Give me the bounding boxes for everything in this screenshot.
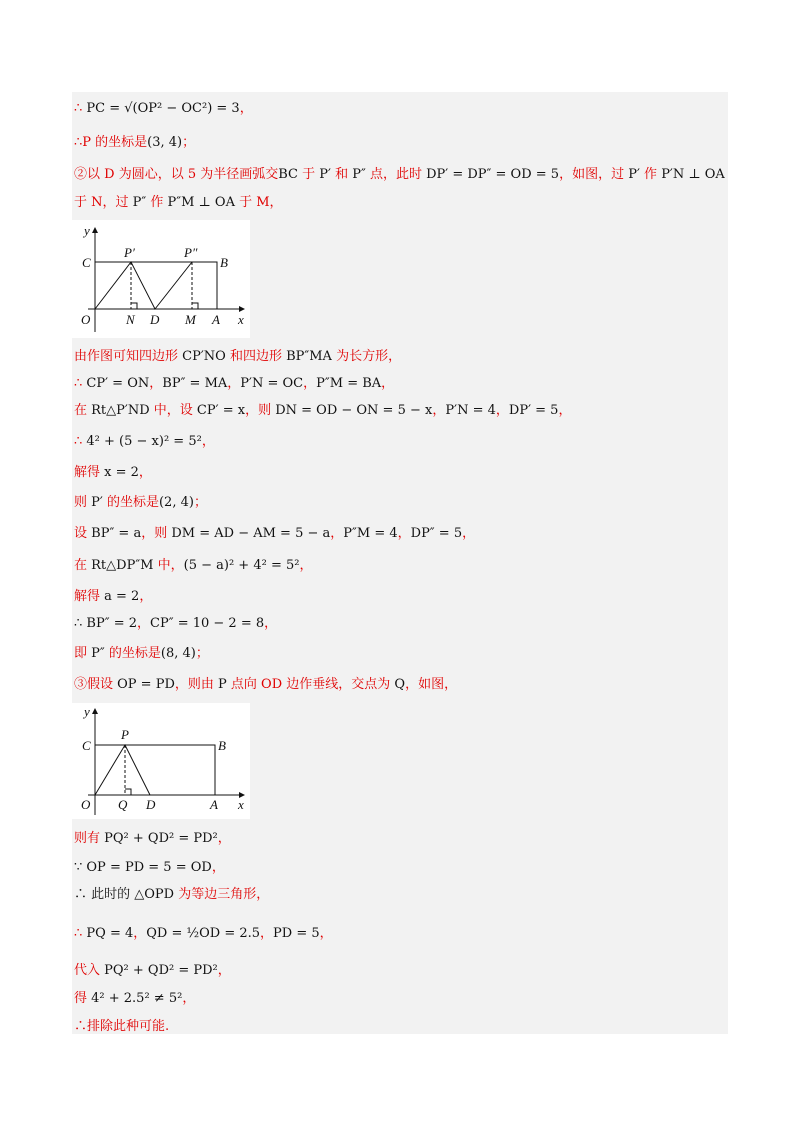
line-5 xyxy=(74,348,401,366)
text-segment: QD = ½OD = 2.5 xyxy=(146,926,261,941)
text-segment: Rt△P′ND xyxy=(91,403,150,418)
line-22 xyxy=(74,990,195,1008)
text-segment: DP′ = DP″ = OD = 5 xyxy=(426,167,560,182)
text-segment: ， xyxy=(239,101,253,116)
label-a: A xyxy=(210,797,218,812)
line-11 xyxy=(74,525,475,543)
label-p-double-prime: P″ xyxy=(184,245,198,260)
text-segment: 为等边三角形， xyxy=(174,887,270,902)
text-segment: P′N ⊥ OA xyxy=(661,167,725,182)
text-segment: PD = 5 xyxy=(273,926,320,941)
text-segment: a = 2 xyxy=(104,589,140,604)
text-segment: OP = PD xyxy=(117,677,175,692)
line-7 xyxy=(74,402,571,420)
label-a: A xyxy=(212,312,220,327)
text-segment: P″M = 4 xyxy=(343,526,398,541)
text-segment: P′ xyxy=(91,495,103,510)
text-segment: PQ² + QD² = PD² xyxy=(104,831,218,846)
text-segment: ∴排除此种可能. xyxy=(74,1019,170,1034)
text-segment: ，如图，过 xyxy=(559,167,629,182)
line-13 xyxy=(74,588,152,606)
line-9 xyxy=(74,464,152,482)
line-19 xyxy=(74,886,269,904)
text-segment: BP″MA xyxy=(286,349,332,364)
text-segment: DN = OD − ON = 5 − x xyxy=(275,403,433,418)
label-c: C xyxy=(82,738,91,753)
text-segment: ， xyxy=(182,991,196,1006)
text-segment: ， xyxy=(264,616,278,631)
text-segment: 于 N，过 xyxy=(74,195,133,210)
label-b: B xyxy=(220,255,228,270)
label-p: P xyxy=(121,727,129,742)
text-segment: 和 xyxy=(330,167,353,182)
text-segment: CP′ = x xyxy=(196,403,246,418)
text-segment: ， xyxy=(149,376,163,391)
line-3 xyxy=(74,166,725,184)
text-segment: 点向 OD 边作垂线，交点为 xyxy=(226,677,395,692)
text-segment: 作 xyxy=(639,167,662,182)
line-4 xyxy=(74,194,283,212)
text-segment: 和四边形 xyxy=(225,349,287,364)
text-segment: 的坐标是 xyxy=(102,495,159,510)
text-segment: 于 M， xyxy=(234,195,283,210)
text-segment: ， xyxy=(319,926,333,941)
text-segment: ， xyxy=(211,860,225,875)
segments-op-pd xyxy=(95,262,192,309)
line-8 xyxy=(74,433,215,451)
text-segment: 中， xyxy=(153,558,184,573)
right-angle-mark-n xyxy=(131,303,137,309)
text-segment: BP″ = MA xyxy=(162,376,228,391)
text-segment: ， xyxy=(432,403,446,418)
text-segment: P′ xyxy=(319,167,331,182)
text-segment: 代入 xyxy=(74,963,105,978)
text-segment: P′N = 4 xyxy=(445,403,496,418)
text-segment: ， xyxy=(303,376,317,391)
label-o: O xyxy=(81,797,91,812)
text-segment: 在 xyxy=(74,403,92,418)
text-segment: ； xyxy=(195,646,209,661)
text-segment: ， xyxy=(139,589,153,604)
text-segment: ， xyxy=(260,926,274,941)
text-segment: ； xyxy=(182,135,196,150)
text-segment: ③假设 xyxy=(74,677,118,692)
figure-2-triangle-opd xyxy=(72,703,250,819)
text-segment: 于 xyxy=(297,167,320,182)
line-10 xyxy=(74,494,207,512)
text-segment: 中，设 xyxy=(149,403,197,418)
text-segment: ∵ OP = PD = 5 = OD xyxy=(74,860,212,875)
text-segment: ， xyxy=(133,926,147,941)
text-segment: ， xyxy=(299,558,313,573)
line-6 xyxy=(74,375,394,393)
text-segment: ， xyxy=(201,434,215,449)
right-angle-mark-m xyxy=(192,303,198,309)
label-y: y xyxy=(84,223,90,238)
text-segment: DP′ = 5 xyxy=(508,403,559,418)
text-segment: BP″ = a xyxy=(91,526,142,541)
label-b: B xyxy=(218,738,226,753)
text-segment: ∴ BP″ = 2 xyxy=(74,616,137,631)
text-segment: CP″ = 10 − 2 = 8 xyxy=(150,616,265,631)
label-d: D xyxy=(150,312,160,327)
text-segment: (3, 4) xyxy=(147,135,183,150)
text-segment: P xyxy=(218,677,227,692)
text-segment: ，则 xyxy=(245,403,276,418)
text-segment: PQ² + QD² = PD² xyxy=(104,963,218,978)
text-segment: Q xyxy=(394,677,406,692)
line-15 xyxy=(74,645,209,663)
text-segment: CP′ = ON xyxy=(86,376,150,391)
text-segment: ， xyxy=(558,403,572,418)
line-17 xyxy=(74,830,231,848)
text-segment: P″ xyxy=(91,646,105,661)
text-segment: ，如图， xyxy=(405,677,458,692)
label-p-prime: P′ xyxy=(124,245,135,260)
text-segment: 为长方形， xyxy=(331,349,402,364)
text-segment: ∴ xyxy=(74,434,87,449)
text-segment: ②以 D 为圆心，以 5 为半径画弧交 xyxy=(74,167,279,182)
text-segment: (5 − a)² + 4² = 5² xyxy=(183,558,300,573)
text-segment: ∴ xyxy=(74,926,87,941)
figure-1-rectangle-arcs xyxy=(72,220,250,338)
line-1 xyxy=(74,100,253,118)
text-segment: ，则由 xyxy=(174,677,219,692)
text-segment: ， xyxy=(137,616,151,631)
label-o: O xyxy=(81,312,91,327)
text-segment: 在 xyxy=(74,558,92,573)
text-segment: 得 xyxy=(74,991,92,1006)
text-segment: 4² + 2.5² ≠ 5² xyxy=(91,991,183,1006)
text-segment: 解得 xyxy=(74,465,105,480)
text-segment: △OPD xyxy=(134,887,175,902)
line-16 xyxy=(74,676,457,694)
line-21 xyxy=(74,962,231,980)
label-c: C xyxy=(82,255,91,270)
right-angle-mark-q xyxy=(125,789,131,795)
text-segment: P″ xyxy=(352,167,366,182)
text-segment: P″ xyxy=(132,195,147,210)
text-segment: P′ xyxy=(628,167,640,182)
text-segment: x = 2 xyxy=(104,465,139,480)
text-segment: 点，此时 xyxy=(365,167,427,182)
triangle-opd xyxy=(95,745,150,795)
text-segment: ∴ xyxy=(74,101,87,116)
line-23 xyxy=(74,1018,169,1036)
text-segment: 设 xyxy=(74,526,92,541)
text-segment: ， xyxy=(138,465,152,480)
text-segment: 则 xyxy=(74,495,92,510)
text-segment: ，则 xyxy=(141,526,172,541)
text-segment: P″M ⊥ OA xyxy=(167,195,235,210)
line-18 xyxy=(74,859,225,877)
text-segment: ， xyxy=(330,526,344,541)
text-segment: ， xyxy=(381,376,395,391)
text-segment: PC = √(OP² − OC²) = 3 xyxy=(86,101,240,116)
text-segment: ∴ 此时的 xyxy=(74,887,135,902)
text-segment: 即 xyxy=(74,646,92,661)
rectangle-cbao xyxy=(95,745,215,795)
text-segment: Rt△DP″M xyxy=(91,558,154,573)
text-segment: DP″ = 5 xyxy=(410,526,463,541)
text-segment: 则有 xyxy=(74,831,105,846)
line-2 xyxy=(74,134,195,152)
text-segment: ∴P 的坐标是 xyxy=(74,135,148,150)
text-segment: 4² + (5 − x)² = 5² xyxy=(86,434,202,449)
text-segment: 作 xyxy=(146,195,168,210)
text-segment: ； xyxy=(193,495,207,510)
label-n: N xyxy=(126,312,135,327)
label-m: M xyxy=(185,312,196,327)
text-segment: CP′NO xyxy=(182,349,226,364)
text-segment: ， xyxy=(462,526,476,541)
line-14 xyxy=(74,615,277,633)
text-segment: 由作图可知四边形 xyxy=(74,349,183,364)
text-segment: ， xyxy=(217,831,231,846)
text-segment: (2, 4) xyxy=(158,495,194,510)
text-segment: 解得 xyxy=(74,589,105,604)
text-segment: P′N = OC xyxy=(240,376,304,391)
label-y: y xyxy=(84,704,90,719)
text-segment: ， xyxy=(217,963,231,978)
text-segment: (8, 4) xyxy=(160,646,196,661)
text-segment: PQ = 4 xyxy=(86,926,134,941)
text-segment: 的坐标是 xyxy=(104,646,161,661)
label-d: D xyxy=(146,797,156,812)
text-segment: ∴ xyxy=(74,376,87,391)
line-20 xyxy=(74,925,333,943)
text-segment: ， xyxy=(495,403,509,418)
text-segment: ， xyxy=(397,526,411,541)
text-segment: BC xyxy=(278,167,298,182)
text-segment: ， xyxy=(227,376,241,391)
text-segment: P″M = BA xyxy=(316,376,382,391)
label-x: x xyxy=(238,797,244,812)
text-segment: DM = AD − AM = 5 − a xyxy=(171,526,331,541)
label-x: x xyxy=(238,312,244,327)
label-q: Q xyxy=(118,797,128,812)
line-12 xyxy=(74,557,312,575)
